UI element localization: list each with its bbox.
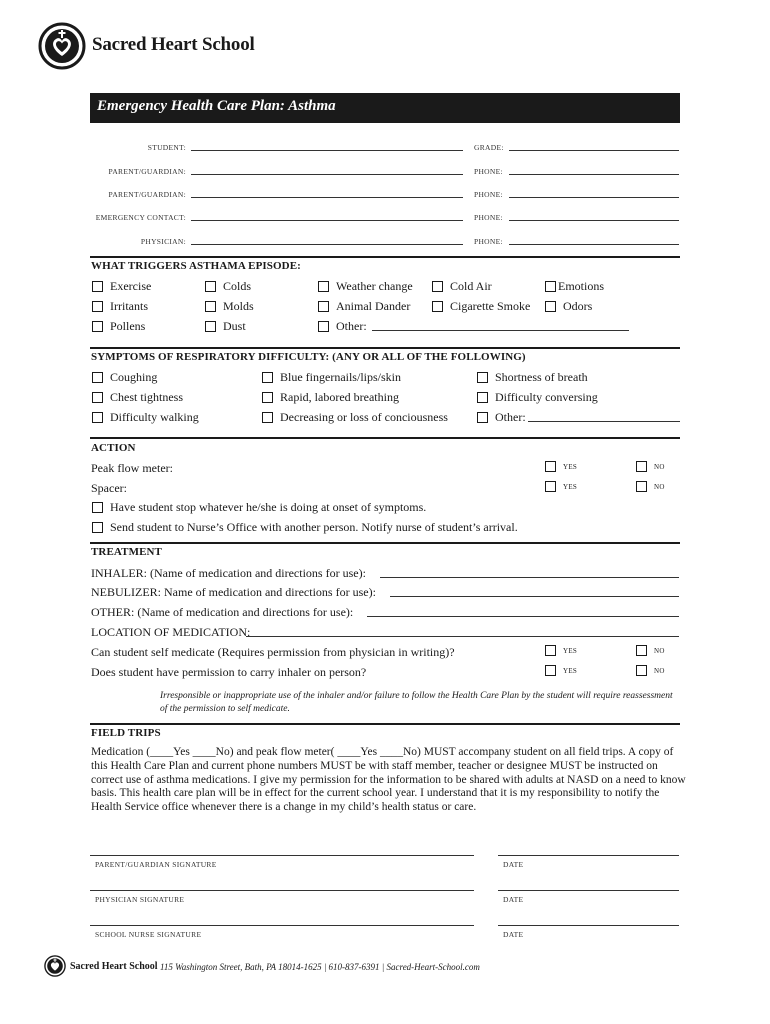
section-divider bbox=[90, 542, 680, 544]
grade-field[interactable] bbox=[509, 150, 679, 151]
self-medicate-yes-checkbox[interactable] bbox=[545, 645, 577, 656]
checkbox-icon[interactable] bbox=[545, 461, 556, 472]
section-divider bbox=[90, 347, 680, 349]
parent-date-field[interactable] bbox=[498, 855, 679, 856]
checkbox-label: Have student stop whatever he/she is doing at onset of symptoms. bbox=[110, 500, 427, 514]
spacer-yes-checkbox[interactable] bbox=[545, 481, 577, 492]
phone-label: PHONE: bbox=[474, 213, 503, 222]
action-title: ACTION bbox=[91, 442, 136, 454]
no-label: NO bbox=[654, 666, 665, 675]
checkbox-label: Irritants bbox=[110, 299, 148, 313]
trigger-other-checkbox[interactable] bbox=[318, 319, 367, 334]
peak-flow-no-checkbox[interactable] bbox=[636, 461, 665, 472]
trigger-colds-checkbox[interactable] bbox=[205, 279, 251, 294]
checkbox-icon[interactable] bbox=[92, 392, 103, 403]
checkbox-icon[interactable] bbox=[262, 392, 273, 403]
trigger-irritants-checkbox[interactable] bbox=[92, 299, 148, 314]
school-logo-icon bbox=[38, 22, 86, 70]
checkbox-icon[interactable] bbox=[92, 281, 103, 292]
symptom-shortness-of-breath-checkbox[interactable] bbox=[477, 370, 588, 385]
form-title: Emergency Health Care Plan: Asthma bbox=[97, 98, 336, 114]
checkbox-icon[interactable] bbox=[477, 392, 488, 403]
parent-guardian-field[interactable] bbox=[191, 174, 463, 175]
field-trips-paragraph: Medication (____Yes ____No) and peak flow meter( ____Yes ____No) MUST accompany student on all field trips. A copy of this Health Care Plan and current phone numbers MUST be with staff member, teacher or designee MUST be instructed on correct use of asthma medications. I give my permission for the information to be shared with adults at NASD on a need to know basis. This health care plan will be in effect for the current school year. I understand that it is my responsibility to notify the Health Service office whenever there is a change in my child’s health status or care. bbox=[91, 746, 686, 814]
yes-label: YES bbox=[563, 666, 578, 675]
checkbox-label: Odors bbox=[563, 299, 593, 313]
checkbox-icon[interactable] bbox=[545, 301, 556, 312]
trigger-dust-checkbox[interactable] bbox=[205, 319, 246, 334]
trigger-pollens-checkbox[interactable] bbox=[92, 319, 145, 334]
peak-flow-yes-checkbox[interactable] bbox=[545, 461, 577, 472]
checkbox-label: Exercise bbox=[110, 279, 152, 293]
student-field[interactable] bbox=[191, 150, 463, 151]
symptoms-title: SYMPTOMS OF RESPIRATORY DIFFICULTY: (ANY OR ALL OF THE FOLLOWING) bbox=[91, 351, 526, 363]
symptom-loss-of-consciousness-checkbox[interactable] bbox=[262, 410, 448, 425]
student-label: STUDENT: bbox=[147, 143, 186, 152]
date-label: DATE bbox=[503, 895, 524, 904]
no-label: NO bbox=[654, 482, 665, 491]
yes-label: YES bbox=[563, 482, 578, 491]
symptom-coughing-checkbox[interactable] bbox=[92, 370, 157, 385]
checkbox-icon[interactable] bbox=[262, 412, 273, 423]
checkbox-icon[interactable] bbox=[477, 412, 488, 423]
checkbox-icon[interactable] bbox=[92, 522, 103, 533]
checkbox-label: Cold Air bbox=[450, 279, 492, 293]
parent-signature-field[interactable] bbox=[90, 855, 474, 856]
checkbox-icon[interactable] bbox=[545, 665, 556, 676]
checkbox-label: Coughing bbox=[110, 370, 158, 384]
physician-signature-label: PHYSICIAN SIGNATURE bbox=[95, 895, 185, 904]
spacer-no-checkbox[interactable] bbox=[636, 481, 665, 492]
self-medicate-label: Can student self medicate (Requires permission from physician in writing)? bbox=[91, 645, 455, 659]
checkbox-icon[interactable] bbox=[205, 321, 216, 332]
trigger-animal-dander-checkbox[interactable] bbox=[318, 299, 410, 314]
parent-guardian-field[interactable] bbox=[191, 197, 463, 198]
checkbox-icon[interactable] bbox=[318, 281, 329, 292]
carry-inhaler-yes-checkbox[interactable] bbox=[545, 665, 577, 676]
no-label: NO bbox=[654, 462, 665, 471]
symptom-other-checkbox[interactable] bbox=[477, 410, 526, 425]
phone-field[interactable] bbox=[509, 174, 679, 175]
checkbox-icon[interactable] bbox=[636, 481, 647, 492]
checkbox-label: Decreasing or loss of conciousness bbox=[280, 410, 448, 424]
footer-logo-icon bbox=[44, 955, 66, 977]
symptom-difficulty-walking-checkbox[interactable] bbox=[92, 410, 199, 425]
checkbox-icon[interactable] bbox=[92, 372, 103, 383]
trigger-odors-checkbox[interactable] bbox=[545, 299, 592, 314]
checkbox-icon[interactable] bbox=[432, 301, 443, 312]
symptom-blue-fingernails-checkbox[interactable] bbox=[262, 370, 401, 385]
action-send-checkbox[interactable] bbox=[92, 520, 518, 535]
parent-guardian-label: PARENT/GUARDIAN: bbox=[108, 190, 186, 199]
checkbox-label: Send student to Nurse’s Office with another person. Notify nurse of student’s arrival. bbox=[110, 520, 518, 534]
checkbox-label: Rapid, labored breathing bbox=[280, 390, 399, 404]
other-medication-label: OTHER: (Name of medication and directions for use): bbox=[91, 605, 354, 619]
checkbox-icon[interactable] bbox=[636, 665, 647, 676]
checkbox-label: Dust bbox=[223, 319, 246, 333]
checkbox-icon[interactable] bbox=[636, 645, 647, 656]
parent-signature-label: PARENT/GUARDIAN SIGNATURE bbox=[95, 860, 217, 869]
checkbox-icon[interactable] bbox=[205, 301, 216, 312]
trigger-cold-air-checkbox[interactable] bbox=[432, 279, 492, 294]
phone-field[interactable] bbox=[509, 220, 679, 221]
symptom-rapid-breathing-checkbox[interactable] bbox=[262, 390, 399, 405]
checkbox-icon[interactable] bbox=[262, 372, 273, 383]
grade-label: GRADE: bbox=[474, 143, 504, 152]
yes-label: YES bbox=[563, 646, 578, 655]
section-divider bbox=[90, 437, 680, 439]
trigger-cigarette-smoke-checkbox[interactable] bbox=[432, 299, 530, 314]
no-label: NO bbox=[654, 646, 665, 655]
form-title-bar bbox=[90, 93, 680, 123]
checkbox-icon[interactable] bbox=[318, 321, 329, 332]
symptom-other-field[interactable] bbox=[528, 421, 680, 422]
checkbox-icon[interactable] bbox=[636, 461, 647, 472]
date-label: DATE bbox=[503, 860, 524, 869]
carry-inhaler-no-checkbox[interactable] bbox=[636, 665, 665, 676]
checkbox-label: Colds bbox=[223, 279, 252, 293]
trigger-exercise-checkbox[interactable] bbox=[92, 279, 151, 294]
checkbox-icon[interactable] bbox=[545, 481, 556, 492]
checkbox-icon[interactable] bbox=[92, 321, 103, 332]
phone-label: PHONE: bbox=[474, 167, 503, 176]
action-stop-checkbox[interactable] bbox=[92, 500, 426, 515]
checkbox-label: Other: bbox=[336, 319, 367, 333]
checkbox-label: Cigarette Smoke bbox=[450, 299, 531, 313]
checkbox-icon[interactable] bbox=[545, 281, 556, 292]
self-medicate-note: Irresponsible or inappropriate use of the inhaler and/or failure to follow the Health Care Plan by the student will require reassessment of the permission to self medicate. bbox=[160, 691, 673, 714]
nurse-date-field[interactable] bbox=[498, 925, 679, 926]
school-name: Sacred Heart School bbox=[92, 34, 255, 55]
emergency-contact-field[interactable] bbox=[191, 220, 463, 221]
footer-address: 115 Washington Street, Bath, PA 18014-1625 | 610-837-6391 | Sacred-Heart-School.com bbox=[160, 962, 480, 972]
trigger-weather-change-checkbox[interactable] bbox=[318, 279, 413, 294]
trigger-other-field[interactable] bbox=[372, 330, 629, 331]
field-trips-title: FIELD TRIPS bbox=[91, 727, 161, 739]
checkbox-label: Difficulty walking bbox=[110, 410, 199, 424]
checkbox-icon[interactable] bbox=[545, 645, 556, 656]
checkbox-label: Chest tightness bbox=[110, 390, 184, 404]
checkbox-label: Difficulty conversing bbox=[495, 390, 598, 404]
footer-school-name: Sacred Heart School bbox=[70, 961, 158, 972]
phone-field[interactable] bbox=[509, 244, 679, 245]
section-divider bbox=[90, 723, 680, 725]
parent-guardian-label: PARENT/GUARDIAN: bbox=[108, 167, 186, 176]
physician-label: PHYSICIAN: bbox=[140, 237, 186, 246]
checkbox-icon[interactable] bbox=[477, 372, 488, 383]
spacer-label: Spacer: bbox=[91, 481, 127, 495]
triggers-title: WHAT TRIGGERS ASTHAMA EPISODE: bbox=[91, 260, 301, 272]
phone-label: PHONE: bbox=[474, 237, 503, 246]
checkbox-icon[interactable] bbox=[432, 281, 443, 292]
checkbox-label: Other: bbox=[495, 410, 526, 424]
checkbox-icon[interactable] bbox=[205, 281, 216, 292]
inhaler-field[interactable] bbox=[380, 577, 679, 578]
checkbox-label: Molds bbox=[223, 299, 254, 313]
phone-field[interactable] bbox=[509, 197, 679, 198]
checkbox-icon[interactable] bbox=[92, 502, 103, 513]
nebulizer-field[interactable] bbox=[390, 596, 679, 597]
trigger-molds-checkbox[interactable] bbox=[205, 299, 254, 314]
physician-date-field[interactable] bbox=[498, 890, 679, 891]
checkbox-icon[interactable] bbox=[318, 301, 329, 312]
checkbox-label: Blue fingernails/lips/skin bbox=[280, 370, 401, 384]
peak-flow-label: Peak flow meter: bbox=[91, 461, 173, 475]
checkbox-label: Weather change bbox=[336, 279, 413, 293]
yes-label: YES bbox=[563, 462, 578, 471]
inhaler-label: INHALER: (Name of medication and directions for use): bbox=[91, 566, 366, 580]
section-divider bbox=[90, 256, 680, 258]
nurse-signature-field[interactable] bbox=[90, 925, 474, 926]
carry-inhaler-label: Does student have permission to carry inhaler on person? bbox=[91, 665, 367, 679]
nurse-signature-label: SCHOOL NURSE SIGNATURE bbox=[95, 930, 202, 939]
other-medication-field[interactable] bbox=[367, 616, 679, 617]
date-label: DATE bbox=[503, 930, 524, 939]
physician-signature-field[interactable] bbox=[90, 890, 474, 891]
symptom-difficulty-conversing-checkbox[interactable] bbox=[477, 390, 598, 405]
treatment-title: TREATMENT bbox=[91, 546, 162, 558]
checkbox-icon[interactable] bbox=[92, 412, 103, 423]
checkbox-icon[interactable] bbox=[92, 301, 103, 312]
checkbox-label: Animal Dander bbox=[336, 299, 411, 313]
phone-label: PHONE: bbox=[474, 190, 503, 199]
physician-field[interactable] bbox=[191, 244, 463, 245]
checkbox-label: Shortness of breath bbox=[495, 370, 588, 384]
checkbox-label: Pollens bbox=[110, 319, 146, 333]
location-field[interactable] bbox=[246, 636, 679, 637]
checkbox-label: Emotions bbox=[558, 279, 605, 293]
symptom-chest-tightness-checkbox[interactable] bbox=[92, 390, 183, 405]
self-medicate-no-checkbox[interactable] bbox=[636, 645, 665, 656]
nebulizer-label: NEBULIZER: Name of medication and directions for use): bbox=[91, 585, 376, 599]
location-label: LOCATION OF MEDICATION: bbox=[91, 625, 251, 639]
emergency-contact-label: EMERGENCY CONTACT: bbox=[95, 213, 186, 222]
trigger-emotions-checkbox[interactable] bbox=[545, 279, 604, 294]
